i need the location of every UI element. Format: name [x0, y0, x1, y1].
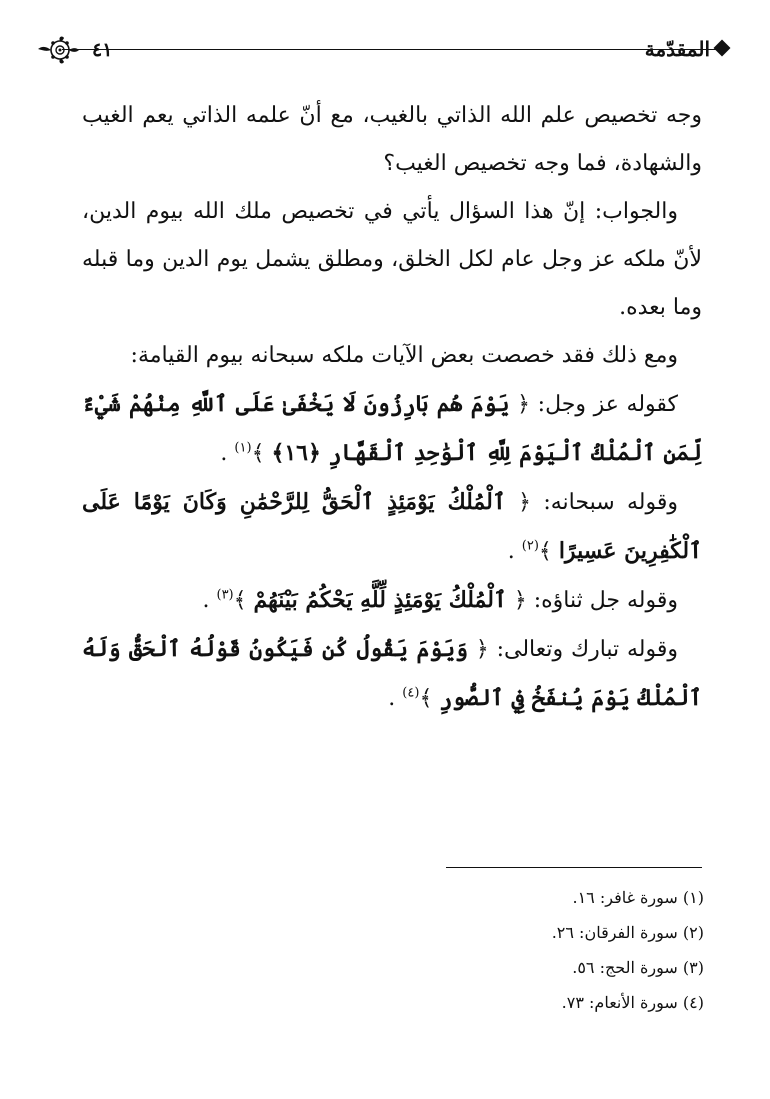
- verse-close-bracket: ﴾: [233, 588, 247, 613]
- footnote-1: (١) سورة غافر: ١٦.: [572, 888, 704, 907]
- header-rule: [62, 49, 718, 50]
- quote-4: [82, 625, 702, 723]
- quote-3-intro: وقوله جل ثناؤه:: [533, 588, 678, 613]
- footnote-mark-4: (٤): [402, 685, 420, 701]
- footnote-mark-1: (١): [234, 440, 252, 456]
- verse-open-bracket: ﴿: [475, 637, 489, 662]
- quote-4-verse: وَيَوْمَ يَقُولُ كُن فَيَكُونُ قَوْلُهُ ٱلْحَقُّ وَلَهُ ٱلْمُلْكُ يَوْمَ يُنفَخُ فِي ٱلصُّورِ: [82, 636, 702, 711]
- quote-3: [82, 576, 702, 625]
- quote-2-intro: وقوله سبحانه:: [543, 490, 678, 515]
- verse-close-bracket: ﴾: [538, 539, 552, 564]
- body-text: [82, 92, 702, 723]
- diamond-ornament-icon: [714, 40, 731, 57]
- floral-ornament-icon: [36, 34, 80, 66]
- quote-1-intro: كقوله عز وجل:: [537, 392, 678, 417]
- page-number: ٤١: [92, 39, 113, 61]
- chapter-title: المقدّمة: [644, 37, 710, 61]
- paragraph-3: ومع ذلك فقد خصصت بعض الآيات ملكه سبحانه بيوم القيامة:: [130, 343, 678, 368]
- quote-4-intro: وقوله تبارك وتعالى:: [496, 637, 678, 662]
- footnote-3: (٣) سورة الحج: ٥٦.: [572, 958, 704, 977]
- verse-open-bracket: ﴿: [518, 490, 531, 515]
- quote-3-verse: ٱلْمُلْكُ يَوْمَئِذٍ لِّلَّهِ يَحْكُمُ بَيْنَهُمْ: [253, 587, 507, 613]
- verse-open-bracket: ﴿: [517, 392, 531, 417]
- period: .: [388, 686, 396, 711]
- footnote-mark-2: (٢): [521, 538, 539, 554]
- quote-1-verse: يَوْمَ هُم بَارِزُونَ لَا يَخْفَىٰ عَلَى ٱللَّهِ مِنْهُمْ شَيْءٌ لِّمَنِ ٱلْمُلْكُ ٱلْيَوْمَ لِلَّهِ ٱلْوَٰحِدِ ٱلْقَهَّارِ ﴿١٦﴾: [82, 391, 702, 466]
- period: .: [220, 441, 228, 466]
- period: .: [507, 539, 515, 564]
- paragraph-2: والجواب: إنّ هذا السؤال يأتي في تخصيص ملك الله بيوم الدين، لأنّ ملكه عز وجل عام لكل الخلق، ومطلق يشمل يوم الدين وما قبله وما بعده.: [82, 199, 702, 320]
- footnote-2: (٢) سورة الفرقان: ٢٦.: [551, 923, 704, 942]
- verse-close-bracket: ﴾: [419, 686, 433, 711]
- quote-2: [82, 478, 702, 576]
- quote-2-verse: ٱلْمُلْكُ يَوْمَئِذٍ ٱلْحَقُّ لِلرَّحْمَٰنِ وَكَانَ يَوْمًا عَلَى ٱلْكَٰفِرِينَ عَسِيرًا: [82, 489, 702, 564]
- paragraph-1: وجه تخصيص علم الله الذاتي بالغيب، مع أنّ علمه الذاتي يعم الغيب والشهادة، فما وجه تخصيص الغيب؟: [82, 103, 702, 176]
- footnote-4: (٤) سورة الأنعام: ٧٣.: [561, 993, 704, 1012]
- verse-open-bracket: ﴿: [513, 588, 527, 613]
- footnotes: [404, 880, 704, 1020]
- footnote-rule: [446, 867, 702, 868]
- quote-1: [82, 380, 702, 478]
- period: .: [202, 588, 210, 613]
- verse-close-bracket: ﴾: [251, 441, 265, 466]
- footnote-mark-3: (٣): [216, 587, 234, 603]
